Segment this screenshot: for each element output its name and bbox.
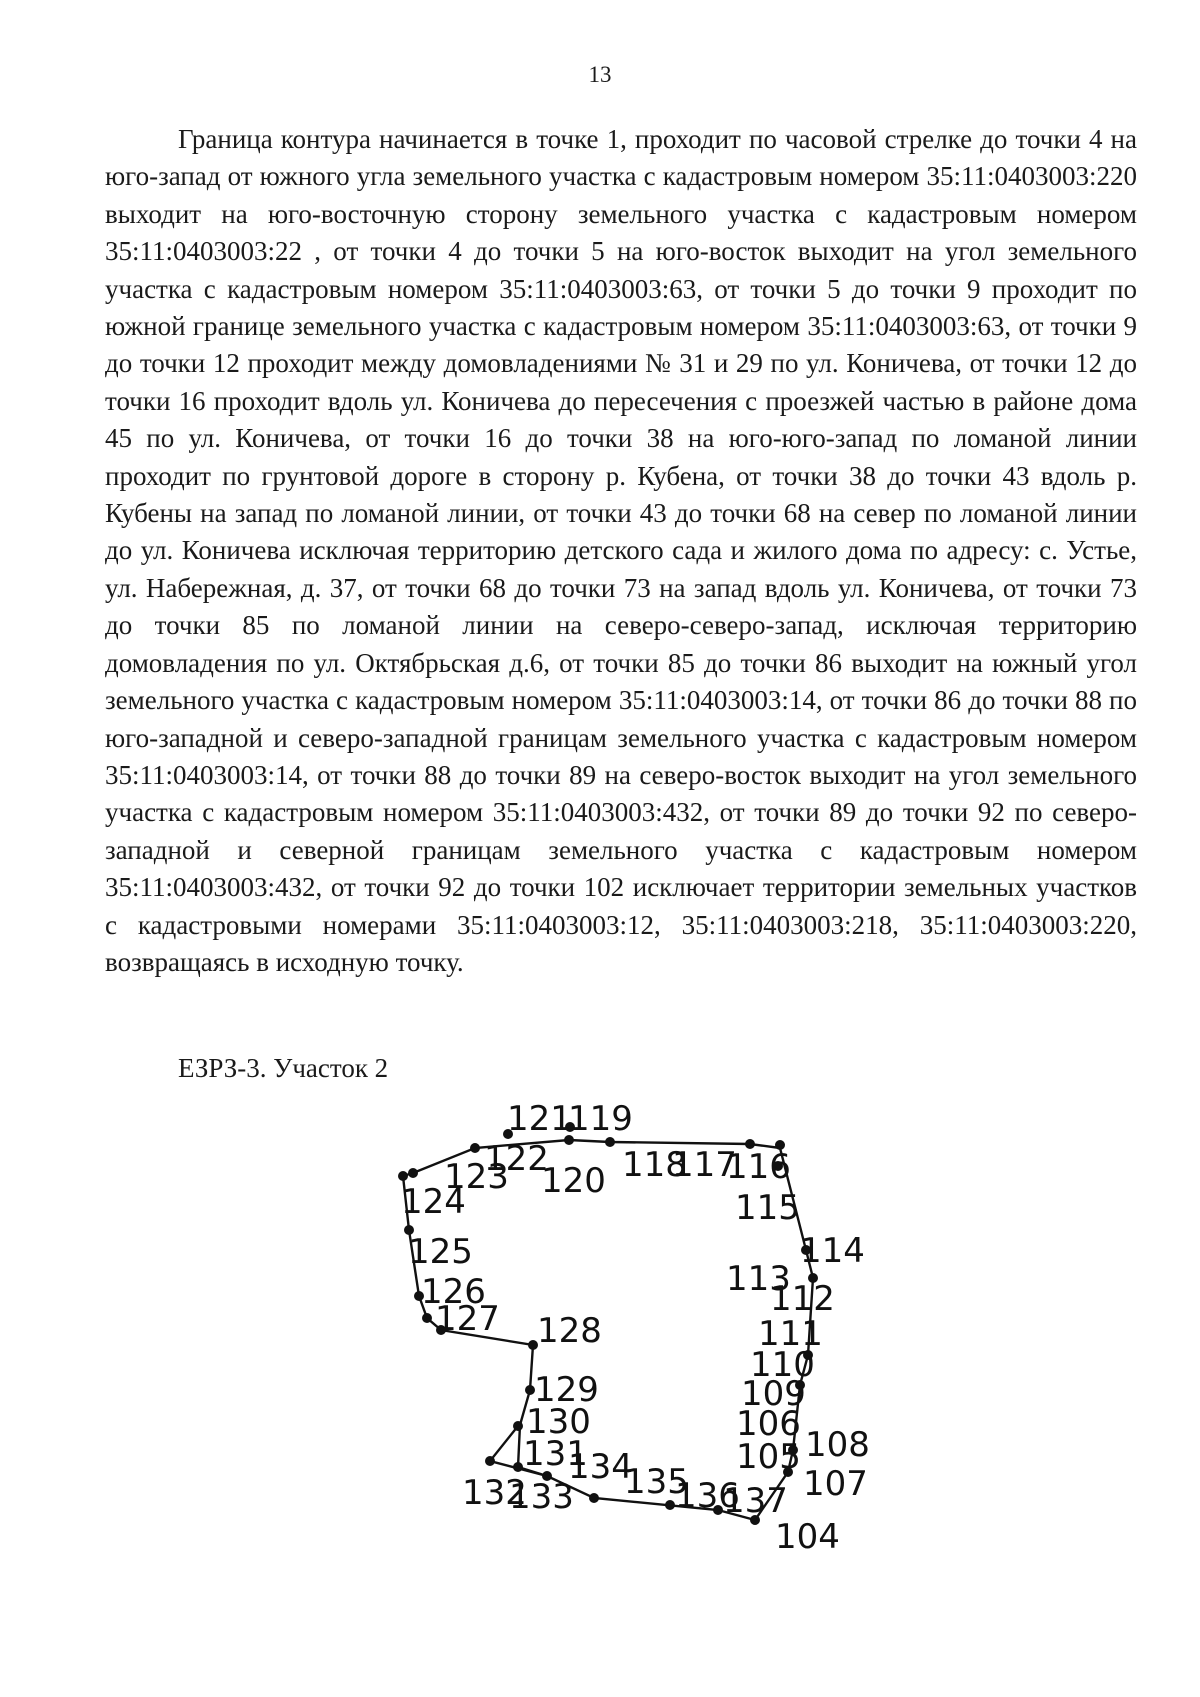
point-label: 120 [541,1161,606,1201]
vertex [398,1171,408,1181]
point-label: 121 [507,1099,572,1139]
point-labels [401,1099,870,1557]
point-label: 108 [805,1425,870,1465]
point-label: 112 [770,1279,835,1319]
point-label: 110 [750,1345,815,1385]
point-label: 107 [803,1464,868,1504]
point-label: 105 [736,1437,801,1477]
point-label: 117 [672,1145,737,1185]
point-label: 136 [675,1476,740,1516]
point-label: 124 [401,1182,466,1222]
point-label: 104 [775,1517,840,1557]
vertex [513,1462,523,1472]
vertex [513,1421,523,1431]
point-label: 131 [523,1434,588,1474]
point-label: 132 [462,1473,527,1513]
vertex [485,1456,495,1466]
point-label: 126 [421,1272,486,1312]
point-label: 113 [726,1259,791,1299]
vertex [589,1493,599,1503]
vertex [408,1168,418,1178]
point-label: 111 [758,1314,823,1354]
point-label: 134 [568,1447,633,1487]
figure-caption: ЕЗРЗ-3. Участок 2 [178,1053,389,1083]
point-label: 109 [741,1374,806,1414]
point-label: 119 [568,1099,633,1139]
point-label: 123 [444,1157,509,1197]
point-label: 116 [726,1147,791,1187]
point-label: 118 [622,1145,687,1185]
point-label: 129 [534,1370,599,1410]
page-number: 13 [588,62,612,87]
point-label: 135 [624,1462,689,1502]
point-label: 115 [735,1188,800,1228]
point-label: 130 [526,1402,591,1442]
body-paragraph: Граница контура начинается в точке 1, проходит по часовой стрелке до точки 4 на юго-запад от южного угла земельного участка с кадастровым номером 35:11:0403003:220 выходит на юго-восточную сторону земельного участка с кадастровым номером 35:11:0403003:22 , от точки 4 до точки 5 на юго-восток выходит на угол земельного участка с кадастровым номером 35:11:0403003:63, от точки 5 до точки 9 проходит по южной границе земельного участка с кадастровым номером 35:11:0403003:63, от точки 9 до точки 12 проходит между домовладениями № 31 и 29 по ул. Коничева, от точки 12 до точки 16 проходит вдоль ул. Коничева до пересечения с проезжей частью в районе дома 45 по ул. Коничева, от точки 16 до точки 38 на юго-юго-запад по ломаной линии проходит по грунтовой дороге в сторону р. Кубена, от точки 38 до точки 43 вдоль р. Кубены на запад по ломаной линии, от точки 43 до точки 68 на север по ломаной линии до ул. Коничева исключая территорию детского сада и жилого дома по адресу: с. Устье, ул. Набережная, д. 37, от точки 68 до точки 73 на запад вдоль ул. Коничева, от точки 73 до точки 85 по ломаной линии на северо-северо-запад, исключая территорию домовладения по ул. Октябрьская д.6, от точки 85 до точки 86 выходит на южный угол земельного участка с кадастровым номером 35:11:0403003:14, от точки 86 до точки 88 по юго-западной и северо-западной границам земельного участка с кадастровым номером 35:11:0403003:14, от точки 88 до точки 89 на северо-восток выходит на угол земельного участка с кадастровым номером 35:11:0403003:432, от точки 89 до точки 92 по северо-западной и северной границам земельного участка с кадастровым номером 35:11:0403003:432, от точки 92 до точки 102 исключает территории земельных участков с кадастровыми номерами 35:11:0403003:12, 35:11:0403003:218, 35:11:0403003:220, возвращаясь в исходную точку. [105,124,1137,977]
point-label: 125 [408,1232,473,1272]
point-label: 128 [537,1311,602,1351]
point-label: 106 [736,1404,801,1444]
vertex [422,1313,432,1323]
vertex [470,1143,480,1153]
point-label: 127 [435,1299,500,1339]
point-label: 137 [723,1481,788,1521]
point-label: 122 [484,1139,549,1179]
point-label: 133 [509,1477,574,1517]
point-label: 114 [800,1231,865,1271]
